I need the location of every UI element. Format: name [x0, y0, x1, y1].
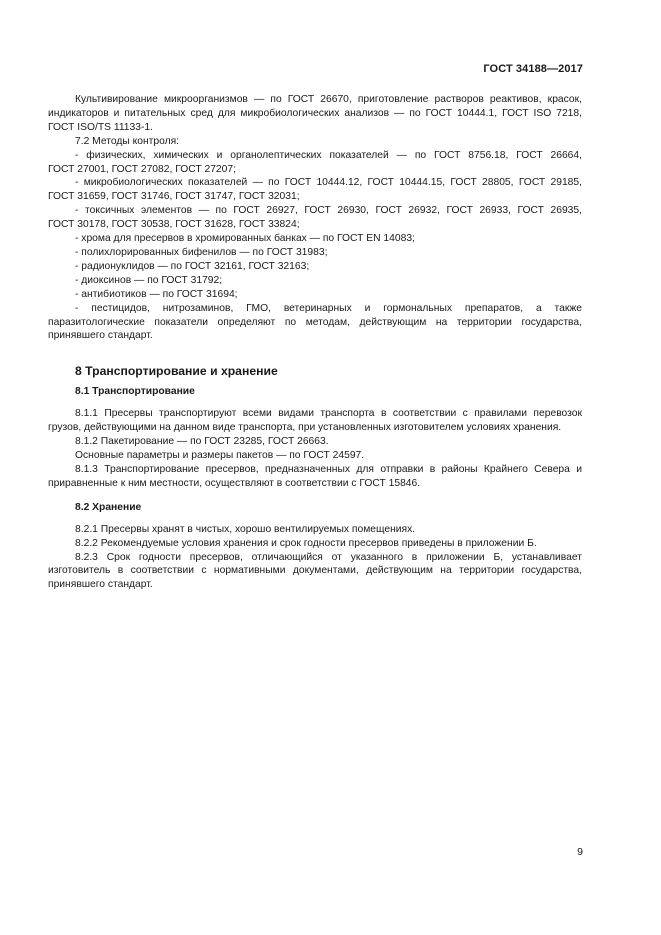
list-item-toxic-line2: ГОСТ 30178, ГОСТ 30538, ГОСТ 31628, ГОСТ 33824;	[48, 219, 300, 231]
section-8-title: 8 Транспортирование и хранение	[75, 364, 278, 379]
list-item-dioxins: - диоксинов — по ГОСТ 31792;	[75, 274, 223, 286]
paragraph-8-2-2: 8.2.2 Рекомендуемые условия хранения и срок годности пресервов приведены в приложении Б.	[75, 537, 537, 549]
paragraph-8-2-3: 8.2.3 Срок годности пресервов, отличающийся от указанного в приложении Б, устанавливает изготовитель в соответствии с нормативными документами, действующим на территории государства, принявшего стандарт.	[48, 551, 582, 591]
intro-paragraph: Культивирование микроорганизмов — по ГОСТ 26670, приготовление растворов реактивов, красок, индикаторов и питательных сред для микробиологических анализов — по ГОСТ 10444.1, ГОСТ ISO 7218, ГОСТ ISO/TS 11133-1.	[48, 94, 582, 133]
subsection-8-1-title: 8.1 Транспортирование	[75, 386, 195, 398]
paragraph-8-1-2: 8.1.2 Пакетирование — по ГОСТ 23285, ГОСТ 26663.	[75, 436, 329, 448]
list-item-toxic-line1: - токсичных элементов — по ГОСТ 26927, ГОСТ 26930, ГОСТ 26932, ГОСТ 26933, ГОСТ 26935,	[75, 205, 582, 217]
methods-heading: 7.2 Методы контроля:	[75, 135, 180, 147]
page-number: 9	[577, 846, 583, 858]
document-body	[48, 93, 582, 592]
subsection-8-2-title: 8.2 Хранение	[75, 501, 142, 513]
list-item-radionuclides: - радионуклидов — по ГОСТ 32161, ГОСТ 32163;	[75, 260, 310, 272]
list-item-pcb: - полихлорированных бифенилов — по ГОСТ 31983;	[75, 246, 328, 258]
document-code: ГОСТ 34188—2017	[483, 63, 583, 75]
list-item-chrome: - хрома для пресервов в хромированных банках — по ГОСТ EN 14083;	[75, 233, 415, 245]
list-item-physical-line1: - физических, химических и органолептических показателей — по ГОСТ 8756.18, ГОСТ 26664,	[75, 149, 582, 161]
paragraph-8-1-1: 8.1.1 Пресервы транспортируют всеми видами транспорта в соответствии с правилами перевозок грузов, действующими на данном виде транспорта, при установленных изготовителем условиях хранения.	[48, 408, 582, 434]
paragraph-8-1-3: 8.1.3 Транспортирование пресервов, предназначенных для отправки в районы Крайнего Севера и приравненные к ним местности, осуществляют в соответствии с ГОСТ 15846.	[48, 463, 582, 489]
list-item-micro-line1: - микробиологических показателей — по ГОСТ 10444.12, ГОСТ 10444.15, ГОСТ 28805, ГОСТ 29185,	[75, 177, 582, 189]
list-item-antibiotics: - антибиотиков — по ГОСТ 31694;	[75, 288, 238, 300]
paragraph-8-2-1: 8.2.1 Пресервы хранят в чистых, хорошо вентилируемых помещениях.	[75, 523, 416, 535]
list-item-physical-line2: ГОСТ 27001, ГОСТ 27082, ГОСТ 27207;	[48, 163, 236, 175]
paragraph-8-1-2-params: Основные параметры и размеры пакетов — по ГОСТ 24597.	[75, 450, 365, 462]
list-item-micro-line2: ГОСТ 31659, ГОСТ 31746, ГОСТ 31747, ГОСТ 32031;	[48, 191, 300, 203]
list-item-pesticides: - пестицидов, нитрозаминов, ГМО, ветеринарных и гормональных препаратов, а также паразитологические показатели определяют по методам, действующим на территории государства, принявшего стандарт.	[48, 302, 582, 342]
